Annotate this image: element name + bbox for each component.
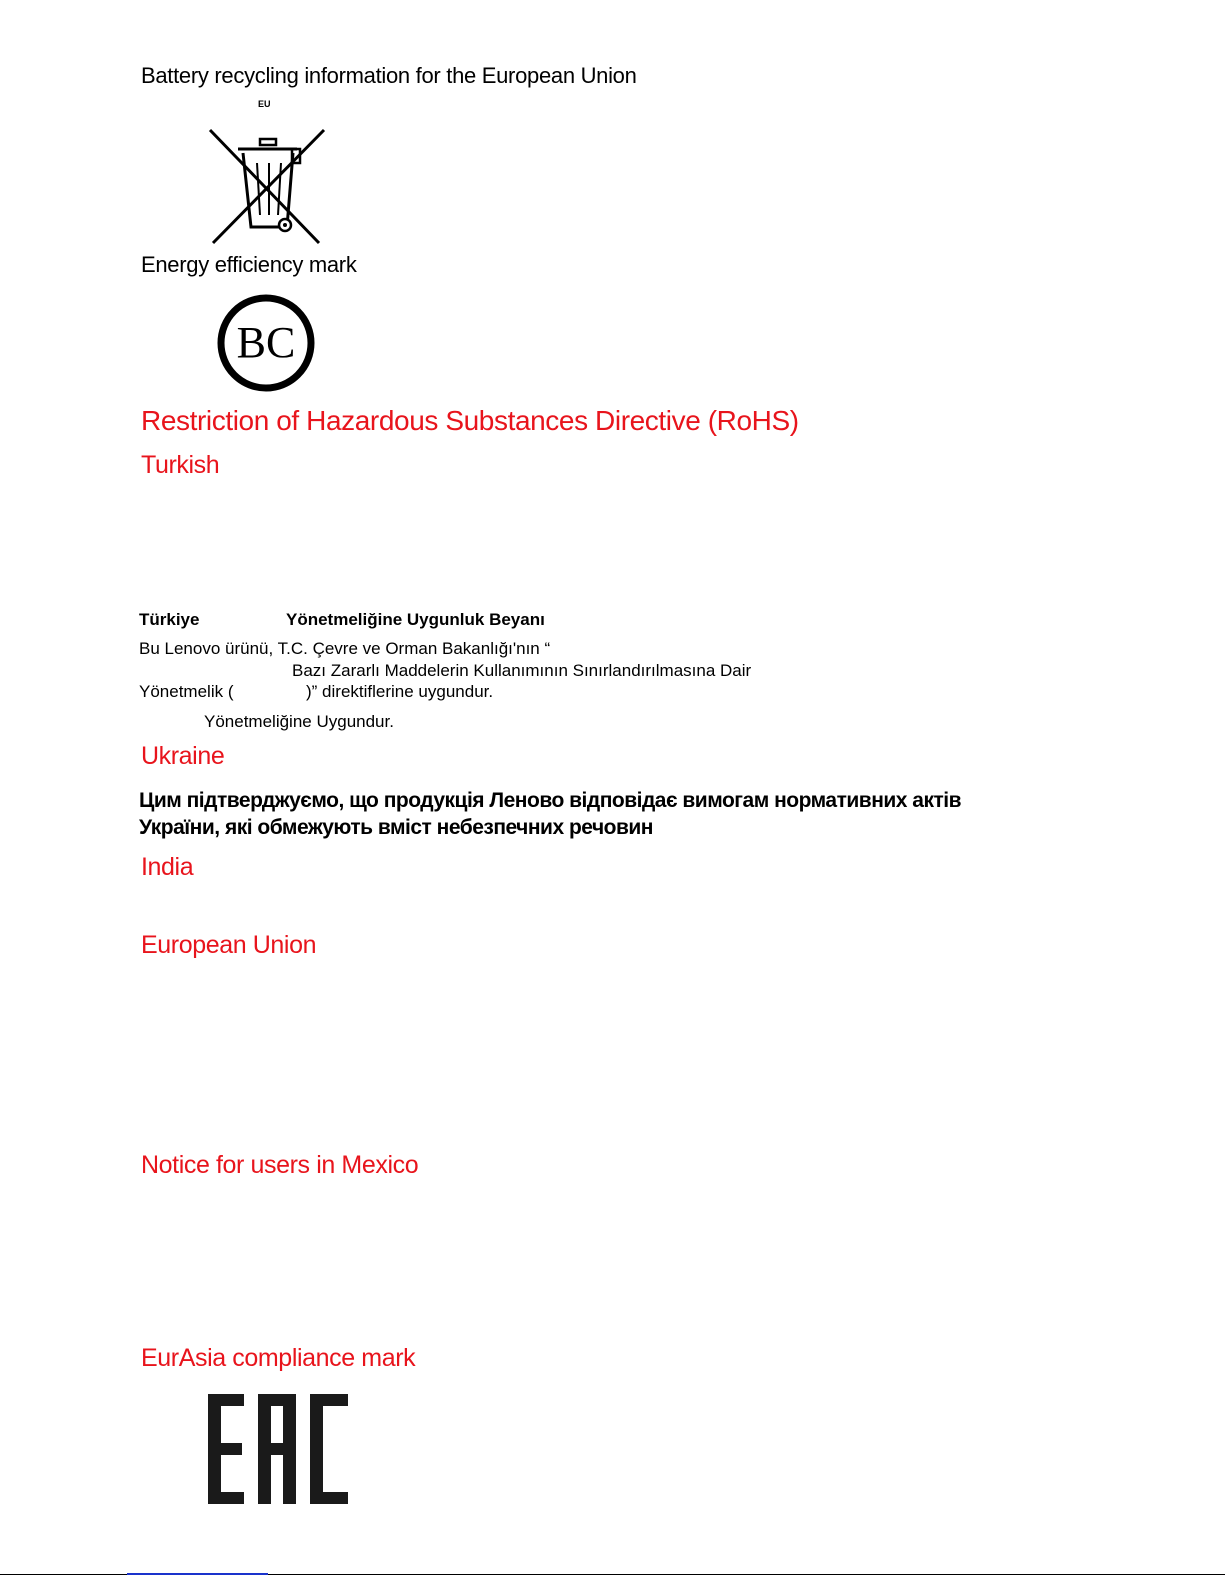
- turkish-line-2: Bazı Zararlı Maddelerin Kullanımının Sınırlandırılmasına Dair: [292, 661, 752, 680]
- eac-mark-icon: [206, 1394, 350, 1506]
- turkish-line-3b: )” direktiflerine uygundur.: [306, 682, 494, 701]
- turkish-line-3a: Yönetmelik (: [139, 682, 234, 701]
- bc-logo-text: BC: [236, 318, 296, 367]
- ukraine-heading: Ukraine: [141, 742, 225, 770]
- eu-label: EU: [258, 99, 271, 109]
- ukraine-line-1: Цим підтверджуємо, що продукція Леново відповідає вимогам нормативних актів: [139, 789, 962, 812]
- battery-recycling-heading: Battery recycling information for the European Union: [141, 63, 637, 88]
- energy-efficiency-heading: Energy efficiency mark: [141, 252, 357, 277]
- turkish-line-4: Yönetmeliğine Uygundur.: [204, 712, 394, 731]
- mexico-heading: Notice for users in Mexico: [141, 1151, 419, 1179]
- turkish-line-1: Bu Lenovo ürünü, T.C. Çevre ve Orman Bakanlığı'nın “: [139, 639, 551, 658]
- ukraine-line-2: України, які обмежують вміст небезпечних речовин: [139, 816, 653, 839]
- rohs-heading: Restriction of Hazardous Substances Directive (RoHS): [141, 405, 799, 436]
- turkish-heading: Turkish: [141, 451, 220, 479]
- european-union-heading: European Union: [141, 931, 317, 959]
- footer-link-underline[interactable]: [127, 1573, 268, 1575]
- bc-energy-mark-icon: [215, 293, 317, 393]
- india-heading: India: [141, 853, 194, 881]
- turkish-title-country: Türkiye: [139, 610, 200, 629]
- crossed-out-wheeled-bin-icon: [205, 127, 327, 245]
- eurasia-heading: EurAsia compliance mark: [141, 1344, 416, 1372]
- turkish-title-declaration: Yönetmeliğine Uygunluk Beyanı: [286, 610, 545, 629]
